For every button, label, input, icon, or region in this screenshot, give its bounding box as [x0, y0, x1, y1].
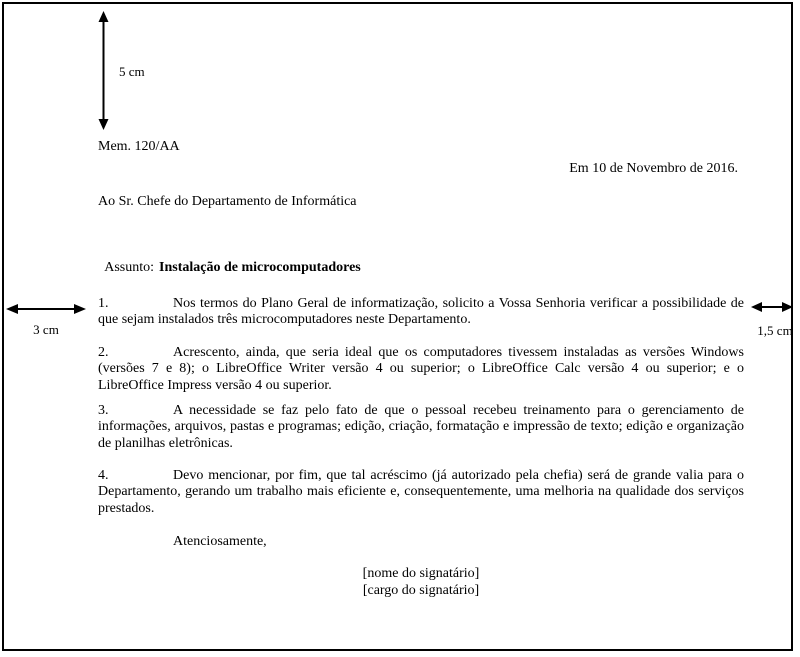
- memo-doc-number: Mem. 120/AA: [98, 139, 180, 154]
- paragraph-number: 4.: [98, 468, 109, 483]
- signature-name-placeholder: [nome do signatário]: [362, 566, 480, 581]
- subject-label: Assunto:: [104, 260, 155, 275]
- memo-subject-line: [98, 242, 361, 276]
- top-margin-label: 5 cm: [119, 64, 145, 79]
- closing-salutation: Atenciosamente,: [173, 534, 267, 549]
- top-margin-arrow-icon: [96, 11, 111, 130]
- body-paragraph-4: [98, 468, 744, 517]
- left-margin-arrow-icon: [6, 302, 86, 316]
- right-margin-arrow-icon: [751, 300, 793, 314]
- left-margin-label: 3 cm: [33, 322, 59, 337]
- arrow-head-left: [751, 302, 762, 312]
- subject-value: Instalação de microcomputadores: [159, 260, 361, 275]
- memo-date: Em 10 de Novembro de 2016.: [569, 161, 738, 176]
- body-paragraph-3: [98, 403, 744, 452]
- arrow-head-left: [6, 304, 18, 314]
- arrow-head-down: [99, 119, 109, 130]
- signature-role-placeholder: [cargo do signatário]: [362, 582, 480, 598]
- paragraph-text: Acrescento, ainda, que seria ideal que os computadores tivessem instaladas as versões Windows (versões 7 e 8); o LibreOffice Writer versão 4 ou superior; o LibreOffice Calc versão 4 ou superior; e o LibreOffice Impress versão 4 ou superior.: [98, 345, 744, 393]
- paragraph-number: 2.: [98, 345, 109, 360]
- body-paragraph-1: [98, 296, 744, 329]
- memo-recipient: Ao Sr. Chefe do Departamento de Informática: [98, 194, 357, 209]
- body-paragraph-2: [98, 345, 744, 394]
- paragraph-text: Nos termos do Plano Geral de informatização, solicito a Vossa Senhoria verificar a possibilidade de que sejam instalados três microcomputadores neste Departamento.: [98, 296, 744, 328]
- paragraph-text: A necessidade se faz pelo fato de que o pessoal recebeu treinamento para o gerenciamento de informações, arquivos, pastas e programas; edição, criação, formatação e impressão de texto; edição e organização de planilhas eletrônicas.: [98, 403, 744, 451]
- arrow-head-right: [782, 302, 793, 312]
- paragraph-number: 3.: [98, 403, 109, 418]
- arrow-head-up: [99, 11, 109, 22]
- right-margin-label: 1,5 cm: [757, 323, 793, 338]
- paragraph-text: Devo mencionar, por fim, que tal acréscimo (já autorizado pela chefia) será de grande valia para o Departamento, gerando um trabalho mais eficiente e, consequentemente, uma melhoria na qualidade dos serviços prestados.: [98, 468, 744, 516]
- paragraph-number: 1.: [98, 296, 109, 311]
- arrow-head-right: [74, 304, 86, 314]
- signature-block: [98, 566, 744, 599]
